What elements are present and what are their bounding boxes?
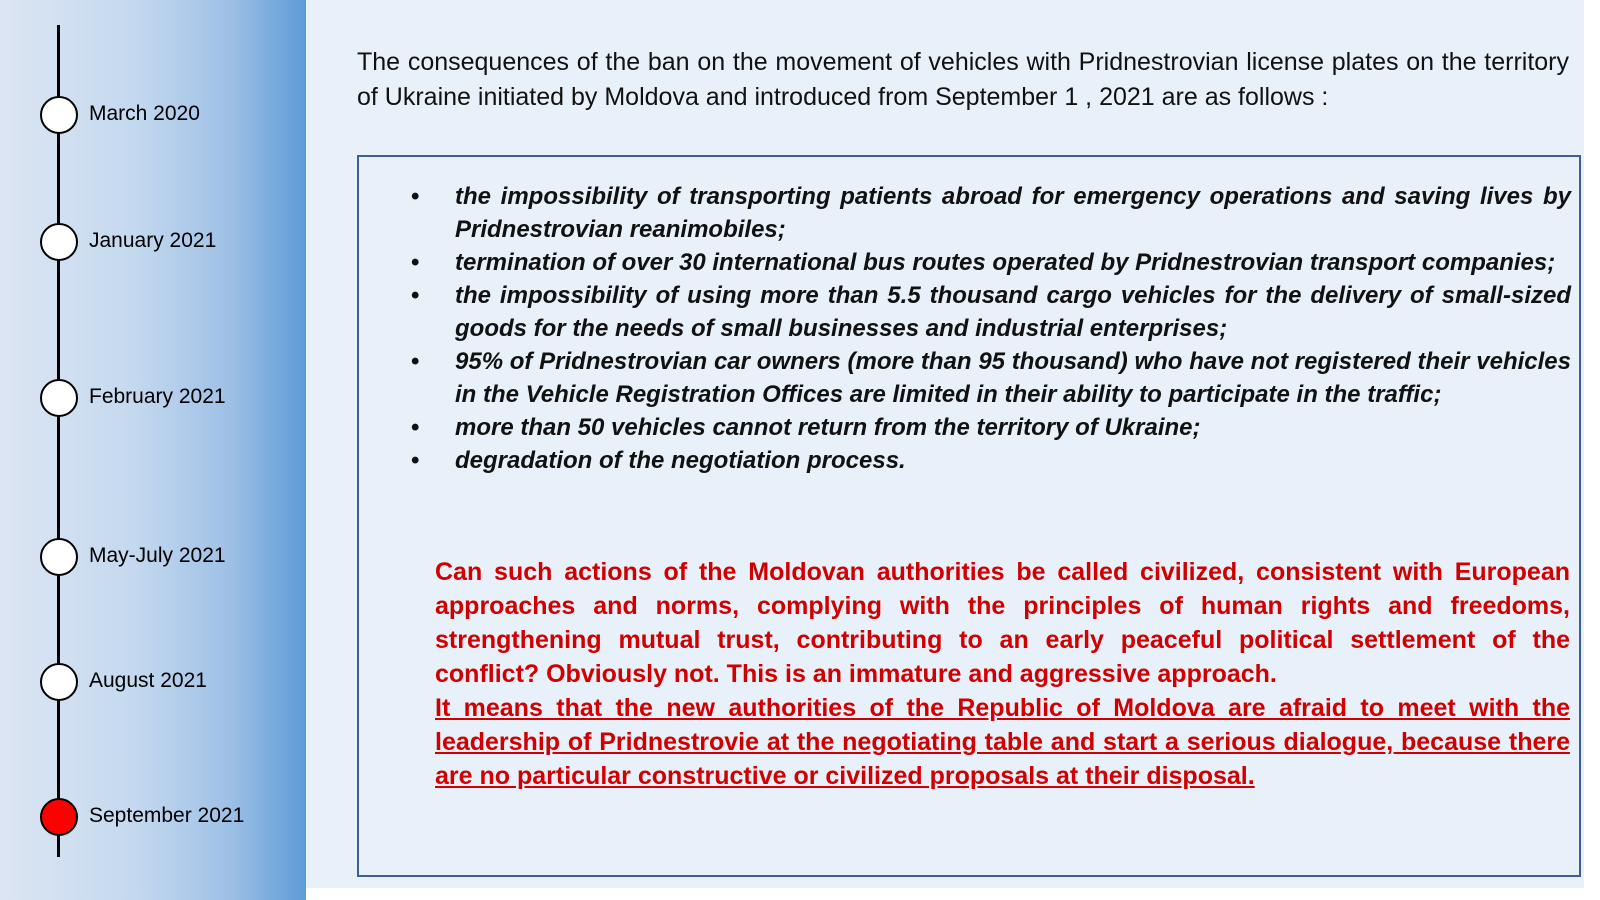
timeline-label: January 2021 (89, 229, 217, 252)
conclusion-text: It means that the new authorities of the Republic of Moldova are afraid to meet with the leadership of Pridnestrovie at the negotiating table and start a serious dialogue, because there are no particular constructive or civilized proposals at their disposal. (435, 694, 1570, 790)
timeline-label: February 2021 (89, 385, 226, 408)
question-text: Can such actions of the Moldovan authorities be called civilized, consistent with European approaches and norms, complying with the principles of human rights and freedoms, strengthening mutual trust, contributing to an early peaceful political settlement of the conflict? Obviously not. This is an immature and aggressive approach. (435, 558, 1570, 688)
list-item: • more than 50 vehicles cannot return from the territory of Ukraine; (397, 411, 1571, 444)
timeline-item-february-2021 (0, 378, 306, 418)
timeline-node (40, 223, 78, 261)
timeline-label: August 2021 (89, 669, 207, 692)
timeline-item-august-2021 (0, 662, 306, 702)
list-item: • the impossibility of using more than 5.5 thousand cargo vehicles for the delivery of small-sized goods for the needs of small businesses and industrial enterprises; (397, 279, 1571, 345)
list-item: • the impossibility of transporting patients abroad for emergency operations and saving lives by Pridnestrovian reanimobiles; (397, 180, 1571, 246)
timeline-item-september-2021 (0, 797, 306, 837)
timeline-sidebar (0, 0, 306, 900)
timeline-item-january-2021 (0, 222, 306, 262)
timeline-label: March 2020 (89, 102, 200, 125)
timeline-item-may-july-2021 (0, 537, 306, 577)
list-item: • termination of over 30 international bus routes operated by Pridnestrovian transport companies; (397, 246, 1571, 279)
consequences-list (397, 180, 1571, 477)
timeline-label: September 2021 (89, 804, 245, 827)
timeline-node (40, 379, 78, 417)
timeline-label: May-July 2021 (89, 544, 226, 567)
timeline-node (40, 538, 78, 576)
timeline-item-march-2020 (0, 95, 306, 135)
intro-paragraph: The consequences of the ban on the movement of vehicles with Pridnestrovian license plates on the territory of Ukraine initiated by Moldova and introduced from September 1 , 2021 are as follows : (357, 48, 1569, 111)
list-item: • degradation of the negotiation process. (397, 444, 1571, 477)
timeline-node (40, 96, 78, 134)
timeline-node-current (40, 798, 78, 836)
timeline-line (57, 25, 60, 857)
timeline-node (40, 663, 78, 701)
list-item: • 95% of Pridnestrovian car owners (more than 95 thousand) who have not registered their vehicles in the Vehicle Registration Offices are limited in their ability to participate in the traffic; (397, 345, 1571, 411)
question-paragraph (435, 555, 1570, 793)
